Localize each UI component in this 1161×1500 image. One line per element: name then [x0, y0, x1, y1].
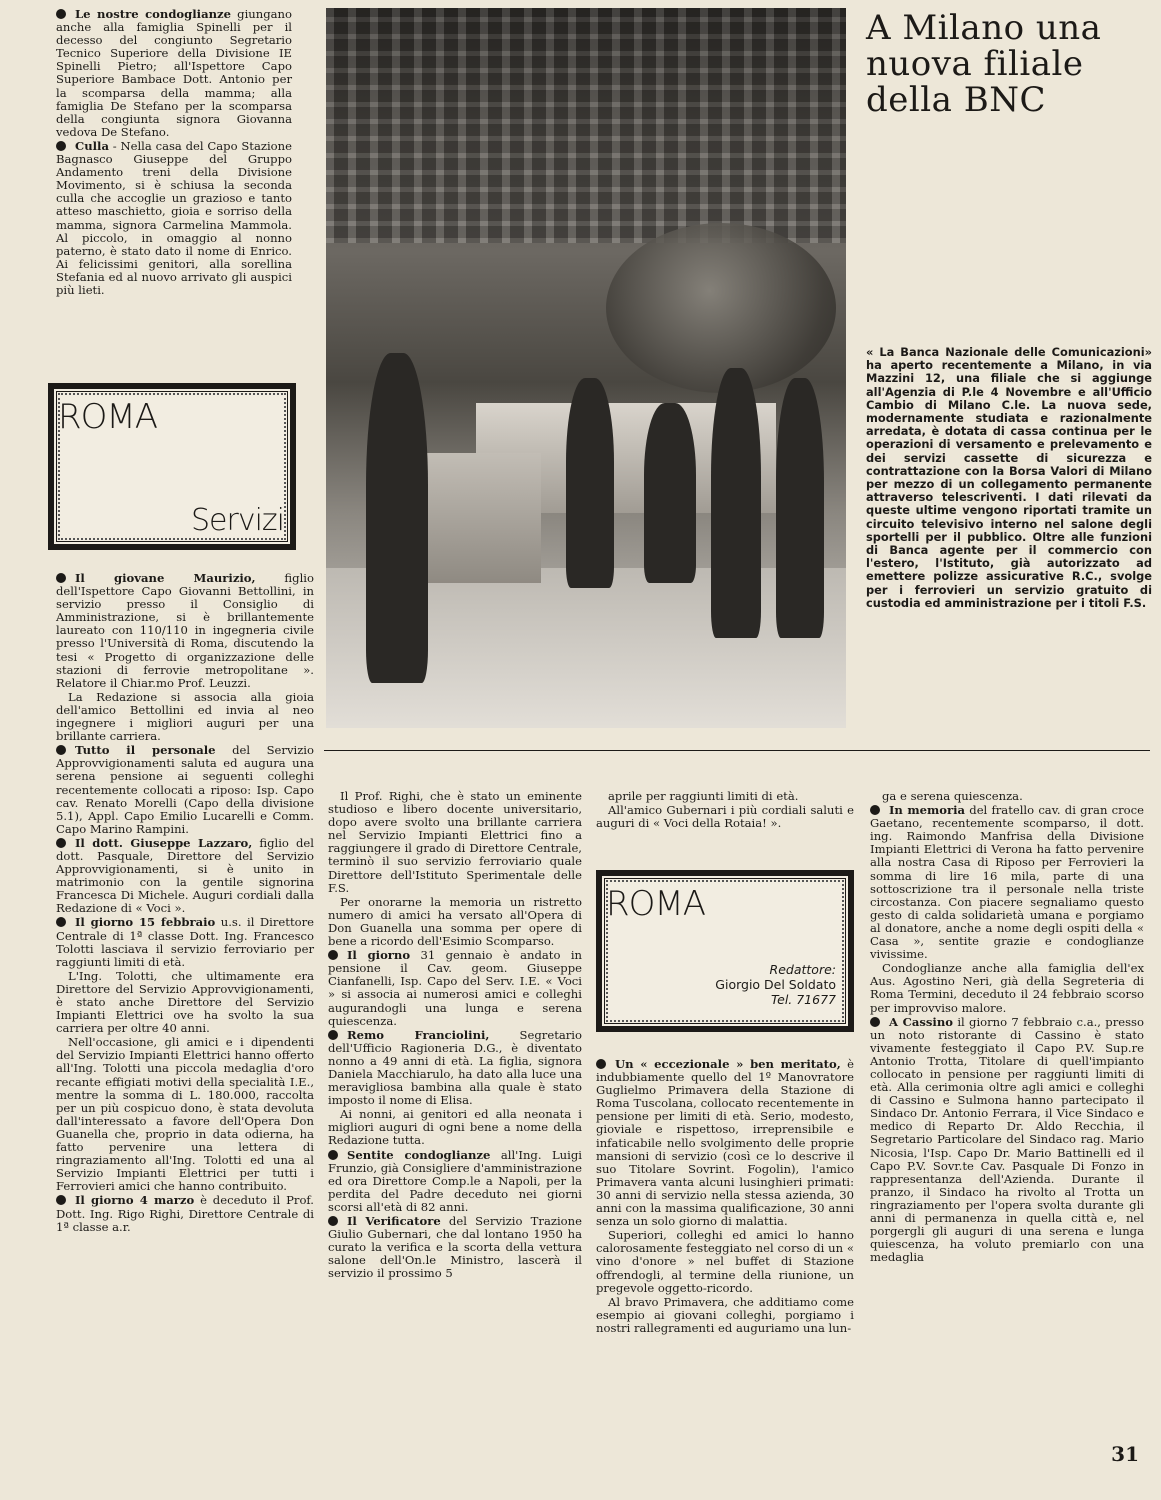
- paragraph: [328, 1029, 582, 1108]
- paragraph-lead: Il giorno 15 febbraio: [75, 915, 216, 930]
- paragraph: [596, 1058, 854, 1228]
- paragraph-text: il giorno 7 febbraio c.a., presso un noto ristorante di Cassino è stato vivamente festeggiato il Capo P.V. Sup.re Antonio Trotta, Titolare di quell'impianto collocato in pensione per raggiunti limiti di età. Alla cerimonia oltre agli amici e colleghi di Cassino e Sulmona hanno partecipato il Sindaco Dr. Antonio Ferrara, il Vice Sindaco e medico di Reparto Dr. Aldo Recchia, il Segretario Particolare del Sindaco rag. Mario Nicosia, l'Isp. Capo Dr. Mario Battinelli ed il Capo P.V. Sovr.te Cav. Pasquale Di Fonzo in rappresentanza dell'Azienda. Durante il pranzo, il Sindaco ha rivolto al Trotta un ringraziamento per l'opera svolta durante gli anni di permanenza in quella città e, nel porgergli gli auguri di una serena e lunga quiescenza, ha voluto premiarlo con una medaglia: [870, 1014, 1144, 1265]
- paragraph-text: Per onorarne la memoria un ristretto numero di amici ha versato all'Opera di Don Guanella una somma per opere di bene a ricordo dell'Esimio Scomparso.: [328, 894, 582, 949]
- paragraph: [56, 837, 314, 916]
- bullet-icon: [328, 950, 338, 960]
- paragraph: [328, 1108, 582, 1147]
- bullet-icon: [870, 805, 880, 815]
- paragraph: [56, 744, 314, 836]
- paragraph: [596, 804, 854, 830]
- paragraph-text: La Redazione si associa alla gioia dell'amico Bettollini ed invia al neo ingegnere i migliori auguri per una brillante carriera.: [56, 689, 314, 744]
- bullet-icon: [56, 9, 66, 19]
- bullet-icon: [870, 1017, 880, 1027]
- paragraph-lead: Il giovane Maurizio,: [75, 571, 256, 585]
- paragraph: [328, 949, 582, 1028]
- paragraph: [328, 1215, 582, 1280]
- paragraph: [870, 1016, 1144, 1265]
- bullet-icon: [56, 917, 66, 927]
- bullet-icon: [56, 745, 66, 755]
- redattore-info: [715, 962, 836, 1007]
- paragraph-text: L'Ing. Tolotti, che ultimamente era Direttore del Servizio Approvvigionamenti, è stato anche Direttore del Servizio Impianti Elettrici ove ha svolto la sua carriera per oltre 40 anni.: [56, 968, 314, 1036]
- paragraph: [328, 896, 582, 948]
- redattore-tel: Tel. 71677: [771, 992, 836, 1007]
- roma-servizi-box: [48, 383, 296, 550]
- paragraph-text: è indubbiamente quello del 1º Manovratore Guglielmo Primavera della Stazione di Roma Tuscolana, collocato recentemente in pensione per limiti di età. Serio, modesto, gioviale e rispettoso, irreprensibile e infaticabile nello svolgimento delle proprie mansioni di servizio (così ce lo descrive il suo Titolare Sovrint. Fogolin), l'amico Primavera vanta alcuni lusinghieri primati: 30 anni di servizio nella stessa azienda, 30 anni con la massima qualificazione, 30 anni senza un solo giorno di malattia.: [596, 1057, 855, 1229]
- redattore-label: Redattore:: [769, 962, 836, 977]
- paragraph-text: aprile per raggiunti limiti di età.: [608, 789, 799, 803]
- column-2: [328, 790, 582, 1281]
- paragraph: [56, 691, 314, 743]
- bank-hall-photo: [326, 8, 846, 728]
- column-3-bottom: [596, 1058, 854, 1336]
- paragraph-text: del fratello cav. di gran croce Gaetano, recentemente scomparso, il dott. ing. Raimondo Manfrisa della Divisione Impianti Elettrici di Verona ha fatto pervenire alla nostra Casa di Riposo per Ferrovieri la somma di lire 16 mila, parte di una sottoscrizione tra il personale nella triste circostanza. Con piacere segnaliamo questo gesto di calda solidarietà umana e porgiamo al donatore, anche a nome degli ospiti della « Casa », sentite grazie e condoglianze vivissime.: [870, 803, 1145, 962]
- paragraph-lead: Tutto il personale: [75, 743, 216, 758]
- bullet-icon: [56, 1195, 66, 1205]
- paragraph-lead: In memoria: [889, 803, 966, 818]
- bullet-icon: [328, 1216, 338, 1226]
- paragraph: [870, 804, 1144, 961]
- paragraph-text: figlio del dott. Pasquale, Direttore del Servizio Approvvigionamenti, si è unito in matrimonio con la gentile signorina Francesca Di Michele. Auguri cordiali dalla Redazione di « Voci ».: [56, 835, 314, 916]
- servizi-subtitle: Servizi: [190, 503, 284, 538]
- bullet-icon: [56, 838, 66, 848]
- paragraph-lead: Remo Franciolini,: [347, 1027, 490, 1042]
- paragraph-text: Segretario dell'Ufficio Ragioneria D.G., è diventato nonno a 49 anni di età. La figlia, signora Daniela Macchiarulo, ha dato alla luce una meravigliosa bambina alla quale è stato imposto il nome di Elisa.: [328, 1027, 582, 1108]
- article-headline: A Milano una nuova filiale della BNC: [866, 8, 1102, 120]
- paragraph: [328, 1149, 582, 1214]
- bullet-icon: [328, 1030, 338, 1040]
- paragraph-text: del Servizio Approvvigionamenti saluta ed augura una serena pensione ai seguenti colleghi recentemente collocati a riposo: Isp. Capo cav. Renato Morelli (Capo della divisione 5.1), Appl. Capo Emilio Lucarelli e Comm. Capo Marino Rampini.: [56, 743, 314, 836]
- paragraph-lead: Il dott. Giuseppe Lazzaro,: [75, 835, 253, 850]
- paragraph-text: figlio dell'Ispettore Capo Giovanni Bettollini, in servizio presso il Consiglio di Amministrazione, si è brillantemente laureato con 110/110 in ingegneria civile presso l'Università di Roma, discutendo la tesi « Progetto di organizzazione delle stazioni di ferrovie metropolitane ». Relatore il Chiar.mo Prof. Leuzzi.: [56, 571, 314, 690]
- paragraph-lead: Sentite condoglianze: [347, 1147, 491, 1162]
- paragraph-lead: Un « eccezionale » ben meritato,: [615, 1057, 841, 1071]
- paragraph-text: Superiori, colleghi ed amici lo hanno calorosamente festeggiato nel corso di un « vino d'onore » nel buffet di Stazione offrendogli, al termine della riunione, un pregevole oggetto-ricordo.: [596, 1228, 854, 1295]
- paragraph: [596, 1296, 854, 1335]
- paragraph: [870, 962, 1144, 1014]
- paragraph-lead: Culla: [75, 138, 109, 153]
- column-4: [870, 790, 1144, 1265]
- paragraph: [596, 790, 854, 803]
- paragraph: [328, 790, 582, 895]
- paragraph-text: Al bravo Primavera, che additiamo come esempio ai giovani colleghi, porgiamo i nostri rallegramenti ed auguriamo una lun-: [596, 1294, 854, 1335]
- paragraph: [56, 916, 314, 968]
- paragraph-text: ga e serena quiescenza.: [882, 789, 1023, 803]
- column-1-top: [56, 8, 292, 298]
- paragraph: [596, 1229, 854, 1294]
- paragraph: [56, 1036, 314, 1193]
- paragraph-text: Ai nonni, ai genitori ed alla neonata i migliori auguri di ogni bene a nome della Redazione tutta.: [328, 1107, 582, 1148]
- roma-title: ROMA: [58, 397, 157, 437]
- paragraph-text: 31 gennaio è andato in pensione il Cav. geom. Giuseppe Cianfanelli, Isp. Capo del Serv. I.E. « Voci » si associa ai numerosi amici e colleghi augurandogli una lunga e serena quiescenza.: [328, 948, 582, 1028]
- paragraph: [56, 970, 314, 1035]
- page-number: 31: [1111, 1442, 1139, 1466]
- bullet-icon: [596, 1059, 606, 1069]
- paragraph: [56, 140, 292, 297]
- paragraph-text: Nell'occasione, gli amici e i dipendenti del Servizio Impianti Elettrici hanno offerto all'Ing. Tolotti una piccola medaglia d'oro recante effigiati motivi della specialità I.E., mentre la somma di L. 180.000, raccolta per un più cospicuo dono, è stata devoluta dall'interessato a favore dell'Opera Don Guanella che, proprio in data odierna, ha fatto pervenire una lettera di ringraziamento all'Ing. Tolotti ed una al Servizio Impianti Elettrici per tutti i Ferrovieri amici che hanno contribuito.: [56, 1035, 314, 1194]
- bullet-icon: [56, 573, 66, 583]
- paragraph-text: u.s. il Direttore Centrale di 1ª classe Dott. Ing. Francesco Tolotti lasciava il servizio ferroviario per raggiunti limiti di età.: [56, 915, 314, 969]
- paragraph: [870, 790, 1144, 803]
- paragraph: [56, 8, 292, 139]
- roma-title-2: ROMA: [606, 884, 705, 924]
- paragraph-text: Condoglianze anche alla famiglia dell'ex Aus. Agostino Neri, già della Segreteria di Roma Termini, deceduto il 24 febbraio scorso per improvviso malore.: [870, 961, 1144, 1015]
- paragraph-lead: A Cassino: [889, 1014, 954, 1029]
- paragraph-lead: Il giorno: [347, 948, 411, 963]
- redattore-name: Giorgio Del Soldato: [715, 977, 836, 992]
- paragraph-text: del Servizio Trazione Giulio Gubernari, che dal lontano 1950 ha curato la verifica e la scorta della vettura salone dell'On.le Ministro, lascerà il servizio il prossimo 5: [328, 1214, 582, 1281]
- paragraph-text: Il Prof. Righi, che è stato un eminente studioso e libero docente universitario, dopo avere svolto una brillante carriera nel Servizio Impianti Elettrici fino a raggiungere il grado di Direttore Centrale, terminò il suo servizio ferroviario quale Direttore dell'Istituto Sperimentale delle F.S.: [328, 789, 582, 895]
- paragraph: [56, 572, 314, 690]
- bnc-article-text: « La Banca Nazionale delle Comunicazioni» ha aperto recentemente a Milano, in via Mazzini 12, una filiale che si aggiunge all'Agenzia di P.le 4 Novembre e all'Ufficio Cambio di Milano C.le. La nuova sede, modernamente studiata e razionalmente arredata, è dotata di cassa continua per le operazioni di versamento e prelevamento e dei servizi cassette di sicurezza e contrattazione con la Borsa Valori di Milano per mezzo di un collegamento permanente attraverso telescriventi. I dati rilevati da queste ultime vengono riportati tramite un circuito televisivo interno nel salone degli sportelli per il pubblico. Oltre alle funzioni di Banca agente per il commercio con l'estero, l'Istituto, già autorizzato ad emettere polizze assicurative R.C., svolge per i ferrovieri un servizio gratuito di custodia ed amministrazione per i titoli F.S.: [866, 345, 1152, 610]
- paragraph: [56, 1194, 314, 1233]
- bullet-icon: [328, 1150, 338, 1160]
- paragraph-text: All'amico Gubernari i più cordiali saluti e auguri di « Voci della Rotaia! ».: [596, 803, 854, 831]
- paragraph-text: giungano anche alla famiglia Spinelli per il decesso del congiunto Segretario Tecnico Superiore della Divisione IE Spinelli Pietro; all'Ispettore Capo Superiore Bambace Dott. Antonio per la scomparsa della mamma; alla famiglia De Stefano per la scomparsa della congiunta signora Giovanna vedova De Stefano.: [56, 7, 292, 139]
- paragraph-lead: Il giorno 4 marzo: [75, 1193, 195, 1208]
- roma-redattore-box: [596, 870, 854, 1032]
- paragraph-lead: Il Verificatore: [347, 1214, 441, 1228]
- paragraph-lead: Le nostre condoglianze: [75, 7, 231, 21]
- section-divider: [324, 750, 1150, 751]
- bullet-icon: [56, 141, 66, 151]
- paragraph-text: - Nella casa del Capo Stazione Bagnasco Giuseppe del Gruppo Andamento treni della Divisione Movimento, si è schiusa la seconda culla che accoglie un grazioso e tanto atteso maschietto, gioia e sorriso della mamma, signora Carmelina Mammola. Al piccolo, in omaggio al nonno paterno, è stato dato il nome di Enrico. Ai felicissimi genitori, alla sorellina Stefania ed al nuovo arrivato gli auspici più lieti.: [56, 138, 292, 297]
- paragraph-text: è deceduto il Prof. Dott. Ing. Rigo Righi, Direttore Centrale di 1ª classe a.r.: [56, 1193, 314, 1234]
- column-3-top: [596, 790, 854, 831]
- column-1-bottom: [56, 572, 314, 1235]
- paragraph-text: all'Ing. Luigi Frunzio, già Consigliere d'amministrazione ed ora Direttore Comp.le a Napoli, per la perdita del Padre deceduto nei giorni scorsi all'età di 82 anni.: [328, 1147, 582, 1214]
